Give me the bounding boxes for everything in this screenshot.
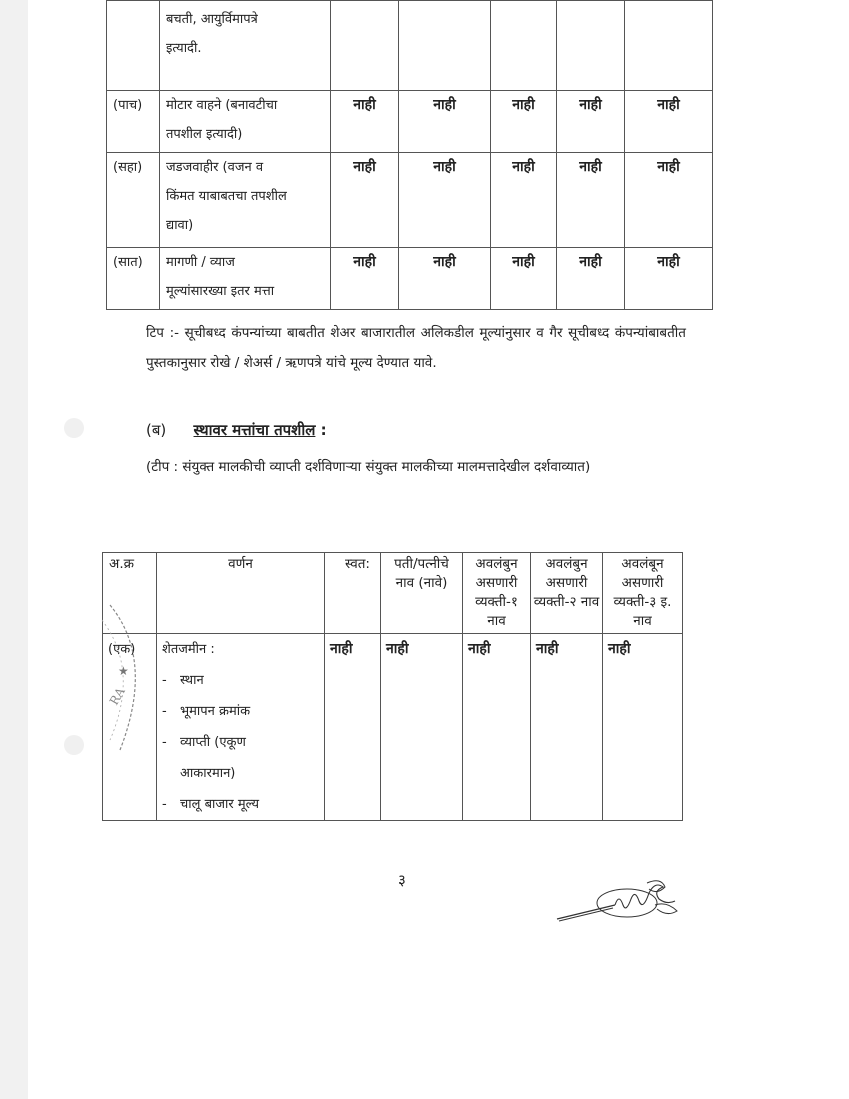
punch-hole [64,735,84,755]
table-row [107,248,713,310]
table-row [103,634,683,821]
description-line: तपशील इत्यादी) [166,127,243,142]
row-description [157,634,325,821]
row-serial: (सात) [107,248,160,310]
description-line: मोटार वाहने (बनावटीचा [166,98,278,113]
note-listed-companies: टिप :- सूचीबध्द कंपन्यांच्या बाबतीत शेअर बाजारातील अलिकडील मूल्यांनुसार व गैर सूचीबध्द कंपन्यांबाबतीत पुस्तकानुसार रोखे / शेअर्स / ऋणपत्रे यांचे मूल्य देण्यात यावे. [146,325,686,371]
value-cell: नाही [557,248,625,310]
value-spouse: नाही [381,634,463,821]
value-cell: नाही [625,153,713,248]
value-cell: नाही [491,248,557,310]
value-cell: नाही [399,91,491,153]
description-item-text: स्थान [180,673,204,688]
description-item-text: व्याप्ती (एकूण [180,735,246,750]
svg-text:RA: RA [106,685,128,708]
value-cell: नाही [491,91,557,153]
bullet-dash: - [162,673,167,688]
table-row [107,153,713,248]
table-header-row [103,553,683,634]
row-description [160,91,331,153]
row-description [160,1,331,91]
header-description: वर्णन [157,553,325,634]
row-serial [107,1,160,91]
header-dependent-2: अवलंबुन असणारी व्यक्ती-२ नाव [531,553,603,634]
official-stamp [100,600,160,760]
row-serial: (पाच) [107,91,160,153]
row-description [160,153,331,248]
page-number: ३ [398,871,406,889]
value-cell [557,1,625,91]
value-cell: नाही [557,153,625,248]
value-dependent-1: नाही [463,634,531,821]
value-cell [399,1,491,91]
scan-margin-strip [0,0,28,1099]
header-self: स्वत: [325,553,381,634]
section-b-heading [146,420,327,440]
value-cell: नाही [399,153,491,248]
value-cell: नाही [331,248,399,310]
value-cell: नाही [331,91,399,153]
value-cell: नाही [557,91,625,153]
header-spouse: पती/पत्नीचे नाव (नावे) [381,553,463,634]
value-cell: नाही [331,153,399,248]
bullet-dash: - [162,797,167,812]
description-item [162,665,319,696]
bullet-dash: - [162,735,167,750]
row-description [160,248,331,310]
table-row [107,1,713,91]
description-item [162,789,319,820]
row-serial: (सहा) [107,153,160,248]
table-row [107,91,713,153]
description-line: मूल्यांसारख्या इतर मत्ता [166,284,275,299]
value-cell [331,1,399,91]
description-line: द्यावा) [166,218,194,233]
stamp-star-icon: ★ [118,664,129,678]
description-item [162,727,319,758]
description-line: किंमत याबाबतचा तपशील [166,189,287,204]
signature [555,875,685,925]
value-cell: नाही [625,248,713,310]
value-cell: नाही [491,153,557,248]
description-item-text: भूमापन क्रमांक [180,704,251,719]
description-line: बचती, आयुर्विमापत्रे [166,12,258,27]
bullet-dash: - [162,704,167,719]
description-item-text: चालू बाजार मूल्य [180,797,260,812]
description-line: जडजवाहीर (वजन व [166,160,264,175]
header-dependent-3: अवलंबून असणारी व्यक्ती-३ इ. नाव [603,553,683,634]
row-serial: (एक) [103,634,157,821]
movable-assets-table [106,0,713,310]
section-b-label: (ब) [146,421,167,439]
value-cell: नाही [625,91,713,153]
value-cell [625,1,713,91]
description-item [162,758,319,789]
section-b-colon: : [320,421,327,439]
section-b-title: स्थावर मत्तांचा तपशील [193,421,316,439]
value-cell [491,1,557,91]
description-item [162,696,319,727]
value-cell: नाही [399,248,491,310]
description-line: इत्यादी. [166,41,202,56]
value-dependent-3: नाही [603,634,683,821]
value-self: नाही [325,634,381,821]
punch-hole [64,418,84,438]
desc-title: शेतजमीन : [162,642,215,657]
description-item-text: आकारमान) [180,766,236,781]
section-b-note: (टीप : संयुक्त मालकीची व्याप्ती दर्शविणाऱ्या संयुक्त मालकीच्या मालमत्तादेखील दर्शवाव्यात) [146,459,591,475]
immovable-assets-table [102,552,683,821]
header-serial: अ.क्र [103,553,157,634]
header-dependent-1: अवलंबुन असणारी व्यक्ती-१ नाव [463,553,531,634]
description-line: मागणी / व्याज [166,255,235,270]
value-dependent-2: नाही [531,634,603,821]
